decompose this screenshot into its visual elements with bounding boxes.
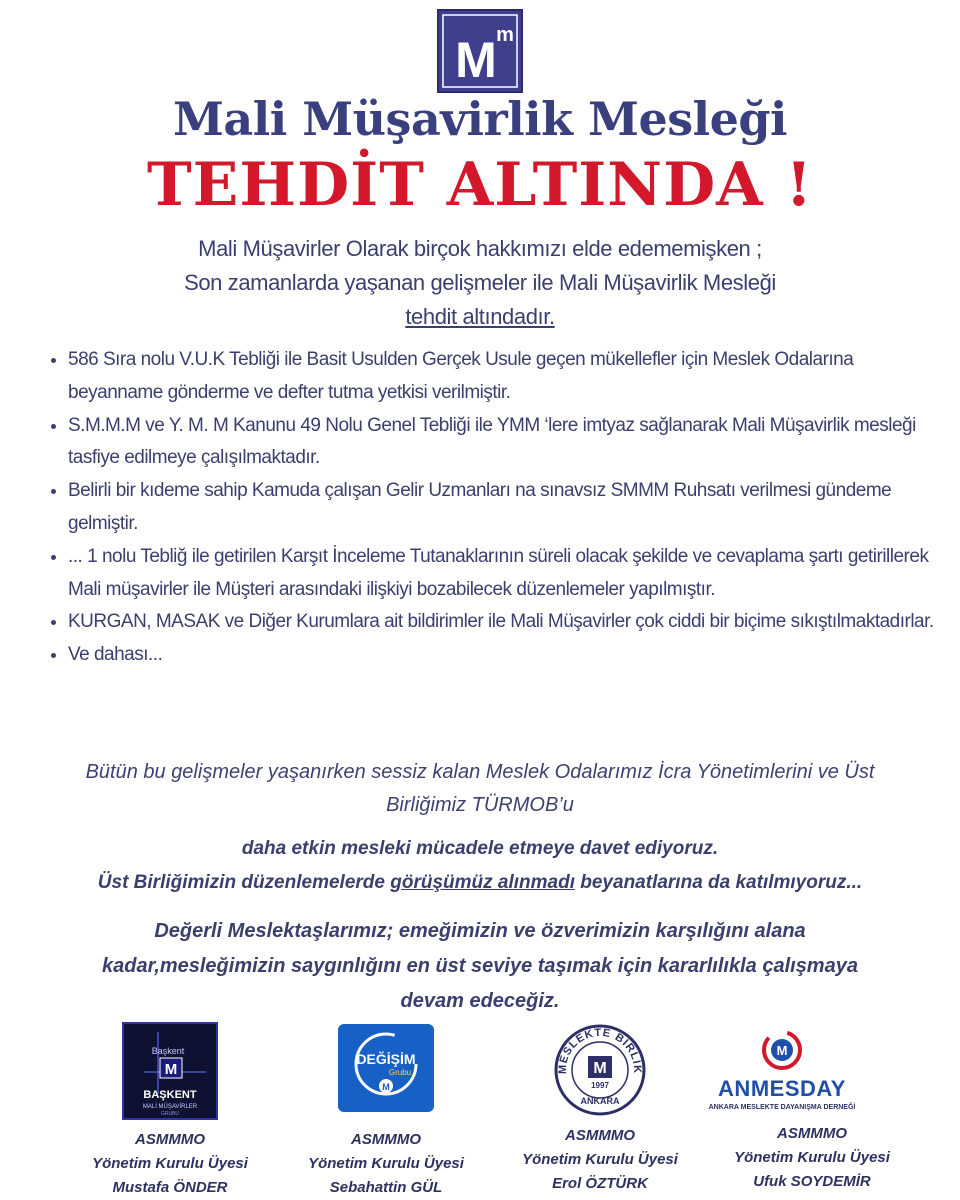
intro-line-3: tehdit altındadır.: [405, 304, 555, 329]
member-org: ASMMMO: [565, 1127, 635, 1144]
cta-line-1: daha etkin mesleki mücadele etmeye davet ediyoruz.: [241, 838, 719, 859]
svg-text:M: M: [382, 1082, 390, 1092]
headline-title: Mali Müşavirlik Mesleği: [173, 92, 787, 146]
member-org: ASMMMO: [777, 1125, 847, 1142]
members-row: [0, 1022, 960, 1200]
intro-paragraph: [60, 232, 900, 334]
member-name: Mustafa ÖNDER: [112, 1179, 228, 1196]
member-card: [60, 1022, 280, 1200]
member-role: Yönetim Kurulu Üyesi: [734, 1149, 890, 1166]
member-role: Yönetim Kurulu Üyesi: [522, 1151, 678, 1168]
closing-statement: [0, 756, 960, 822]
svg-text:M: M: [776, 1043, 788, 1058]
baskent-logo-sub2: GRUBU: [160, 1111, 180, 1117]
member-name: Ufuk SOYDEMİR: [753, 1173, 871, 1190]
closing-line-1: Bütün bu gelişmeler yaşanırken sessiz kalan Meslek Odalarımız İcra Yönetimlerini ve Üst: [85, 761, 875, 783]
cta-line-2: [0, 866, 960, 900]
member-card: [276, 1022, 496, 1200]
final-line-2: kadar,mesleğimizin saygınlığını en üst seviye taşımak için kararlılıkla çalışmaya: [102, 955, 858, 977]
svg-text:M: M: [593, 1060, 607, 1077]
member-org: ASMMMO: [351, 1131, 421, 1148]
anmesday-name: ANMESDAY: [718, 1076, 846, 1101]
baskent-logo-sub: MALİ MÜŞAVİRLER: [142, 1104, 198, 1110]
bullet-item: • 586 Sıra nolu V.U.K Tebliği ile Basit Usulden Gerçek Usule geçen mükellefler için Meslek Odalarına beyanname gönderme ve defter tutma yetkisi verilmiştir.: [68, 344, 948, 410]
final-message: [20, 914, 940, 1019]
degisim-logo: [338, 1024, 434, 1112]
baskent-logo-name: BAŞKENT: [143, 1089, 197, 1101]
bullet-item: • Belirli bir kıdeme sahip Kamuda çalışan Gelir Uzmanları na sınavsız SMMM Ruhsatı verilmesi gündeme gelmiştir.: [68, 475, 948, 541]
svg-text:M: M: [164, 1061, 178, 1078]
baskent-logo-top: Başkent: [151, 1046, 185, 1056]
cta-line-2-pre: Üst Birliğimizin düzenlemelerde: [97, 872, 391, 893]
member-role: Yönetim Kurulu Üyesi: [92, 1155, 248, 1172]
member-role: Yönetim Kurulu Üyesi: [308, 1155, 464, 1172]
headline-threat: TEHDİT ALTINDA !: [147, 150, 813, 220]
mm-logo: [437, 9, 523, 93]
logo-superscript: m: [496, 24, 514, 46]
cta-line-2-post: beyanatlarına da katılmıyoruz...: [574, 872, 863, 893]
bullet-list: [34, 344, 948, 672]
intro-line-1: Mali Müşavirler Olarak birçok hakkımızı elde edememişken ;: [198, 236, 762, 261]
member-name: Sebahattin GÜL: [329, 1179, 443, 1196]
meslekte-birlik-logo: [554, 1024, 646, 1116]
call-to-action: [0, 832, 960, 900]
baskent-logo: [122, 1022, 218, 1120]
member-org: ASMMMO: [135, 1131, 205, 1148]
bullet-item: • Ve dahası...: [68, 639, 948, 672]
closing-line-2: Birliğimiz TÜRMOB’u: [386, 794, 574, 816]
birlik-city: ANKARA: [580, 1096, 620, 1106]
member-name: Erol ÖZTÜRK: [552, 1175, 648, 1192]
final-line-1: Değerli Meslektaşlarımız; emeğimizin ve özverimizin karşılığını alana: [154, 920, 806, 942]
birlik-ring-text: MESLEKTE BİRLİK: [556, 1026, 644, 1075]
cta-line-2-underlined: görüşümüz alınmadı: [390, 872, 575, 893]
anmesday-sub: ANKARA MESLEKTE DAYANIŞMA DERNEĞİ: [708, 1104, 856, 1111]
final-line-3: devam edeceğiz.: [400, 990, 560, 1012]
birlik-year: 1997: [591, 1081, 609, 1090]
anmesday-logo: [697, 1022, 867, 1114]
member-card: [702, 1022, 922, 1194]
bullet-item: • ... 1 nolu Tebliğ ile getirilen Karşıt İnceleme Tutanaklarının süreli olacak şekilde ve cevaplama şartı getirillerek Mali müşavirler ile Müşteri arasındaki ilişkiyi bozabilecek düzenlemeler yapılmıştır.: [68, 541, 948, 607]
degisim-logo-name: DEĞİŞİM: [356, 1051, 416, 1067]
degisim-logo-sub: Grubu: [388, 1068, 412, 1077]
intro-line-2: Son zamanlarda yaşanan gelişmeler ile Mali Müşavirlik Mesleği: [184, 270, 776, 295]
bullet-item: • KURGAN, MASAK ve Diğer Kurumlara ait bildirimler ile Mali Müşavirler çok ciddi bir biçime sıkıştılmaktadırlar.: [68, 606, 948, 639]
bullet-item: • S.M.M.M ve Y. M. M Kanunu 49 Nolu Genel Tebliği ile YMM ‘lere imtyaz sağlanarak Mali Müşavirlik mesleği tasfiye edilmeye çalışılmaktadır.: [68, 410, 948, 476]
member-card: [490, 1022, 710, 1196]
logo-letter: M: [455, 32, 497, 88]
